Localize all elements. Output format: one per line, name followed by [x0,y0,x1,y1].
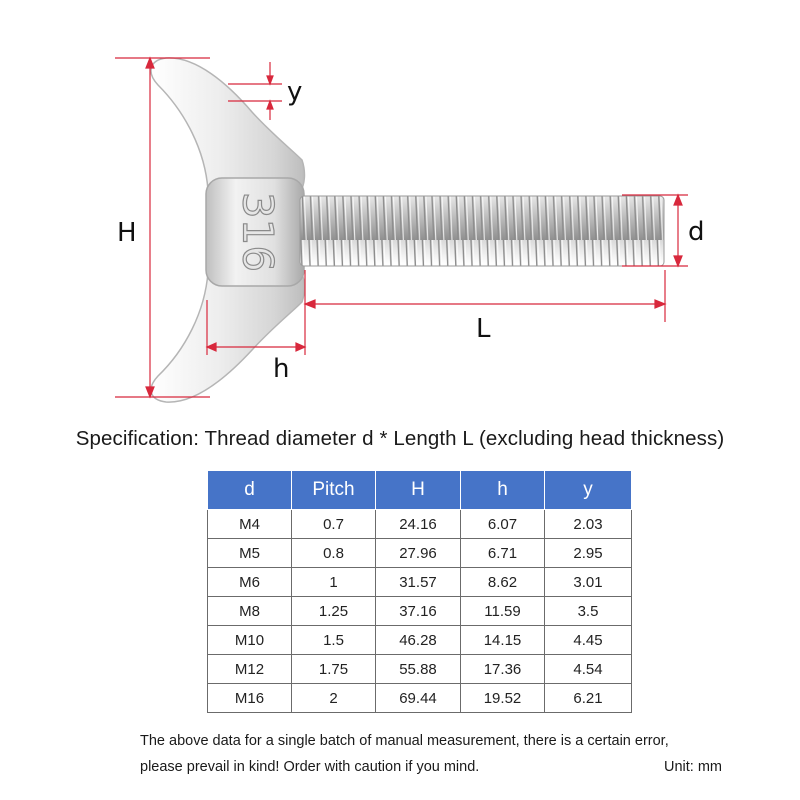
cell-H: 31.57 [376,568,461,597]
header-H: H [376,471,461,510]
disclaimer-line-2: please prevail in kind! Order with caution if you mind. [140,759,480,775]
label-L: L [476,314,491,344]
cell-d: M12 [208,655,292,684]
unit-label: Unit: mm [664,759,722,775]
disclaimer-line-1: The above data for a single batch of manual measurement, there is a certain error, [140,733,669,749]
table-row [208,568,632,597]
header-d: d [208,471,292,510]
cell-y: 4.45 [545,626,632,655]
label-y: y [287,77,303,107]
header-pitch: Pitch [292,471,376,510]
cell-d: M16 [208,684,292,713]
cell-h: 14.15 [461,626,545,655]
cell-h: 17.36 [461,655,545,684]
cell-pitch: 1.75 [292,655,376,684]
cell-h: 8.62 [461,568,545,597]
cell-H: 24.16 [376,510,461,539]
header-y: y [545,471,632,510]
cell-h: 11.59 [461,597,545,626]
spec-table [207,470,632,713]
threaded-shaft [300,196,664,266]
table-row [208,655,632,684]
cell-pitch: 2 [292,684,376,713]
table-row [208,539,632,568]
cell-d: M10 [208,626,292,655]
cell-h: 6.07 [461,510,545,539]
cell-H: 55.88 [376,655,461,684]
spec-title: Specification: Thread diameter d * Length L (excluding head thickness) [75,427,725,450]
cell-pitch: 1.25 [292,597,376,626]
cell-y: 6.21 [545,684,632,713]
table-row [208,684,632,713]
table-row [208,626,632,655]
upper-wing [151,58,304,192]
cell-y: 4.54 [545,655,632,684]
table-row [208,510,632,539]
label-H: H [117,218,137,248]
cell-y: 2.03 [545,510,632,539]
cell-pitch: 1.5 [292,626,376,655]
cell-pitch: 0.8 [292,539,376,568]
table-header-row [208,471,632,510]
table-row [208,597,632,626]
cell-H: 69.44 [376,684,461,713]
cell-H: 37.16 [376,597,461,626]
cell-d: M6 [208,568,292,597]
cell-y: 3.5 [545,597,632,626]
cell-d: M5 [208,539,292,568]
cell-d: M8 [208,597,292,626]
cell-y: 2.95 [545,539,632,568]
cell-h: 6.71 [461,539,545,568]
cell-H: 46.28 [376,626,461,655]
label-d: d [688,217,705,247]
cell-H: 27.96 [376,539,461,568]
header-h: h [461,471,545,510]
cell-y: 3.01 [545,568,632,597]
cell-d: M4 [208,510,292,539]
cell-pitch: 0.7 [292,510,376,539]
label-h: h [273,354,290,384]
cell-h: 19.52 [461,684,545,713]
cell-pitch: 1 [292,568,376,597]
engraving-text: 316 [233,191,283,273]
